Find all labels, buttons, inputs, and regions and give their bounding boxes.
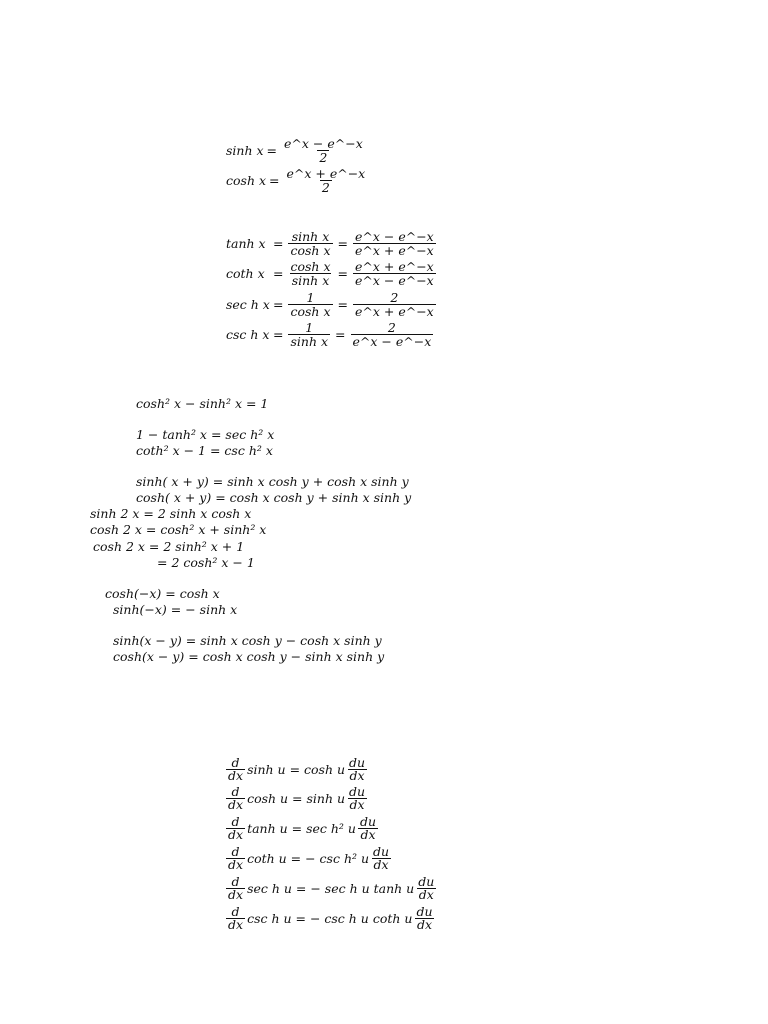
equals-sign: = [337, 296, 348, 312]
ratio-fraction-1 [288, 230, 332, 257]
ratio-fraction-1 [288, 321, 330, 348]
du-dx-fraction-denominator: dx [349, 797, 365, 812]
identity-line: cosh² x − sinh² x = 1 [136, 396, 269, 411]
ratio-fraction-2-denominator: e^x − e^−x [352, 334, 432, 349]
d-dx-operator-denominator: dx [228, 827, 244, 842]
derivative-body: coth u = − csc h² u [247, 850, 370, 866]
sinh-fraction [282, 137, 365, 164]
equals-sign: = [273, 326, 284, 342]
d-dx-operator-numerator: d [231, 814, 240, 829]
equals-sign: = [335, 326, 346, 342]
identity-line: cosh(−x) = cosh x [105, 586, 220, 601]
derivative-body: cosh u = sinh u [247, 790, 346, 806]
du-dx-fraction-numerator: du [349, 784, 366, 799]
du-dx-fraction-denominator: dx [418, 887, 434, 902]
d-dx-operator-numerator: d [231, 755, 240, 770]
ratio-lhs: sec h x [226, 296, 270, 312]
ratio-fraction-2-denominator: e^x − e^−x [354, 273, 434, 288]
d-dx-operator-denominator: dx [228, 797, 244, 812]
du-dx-fraction-numerator: du [416, 904, 433, 919]
derivative-body: sinh u = cosh u [247, 761, 346, 777]
ratio-lhs: coth x [226, 265, 265, 281]
du-dx-fraction [414, 906, 434, 931]
sinh-numerator: e^x − e^−x [284, 136, 363, 151]
ratio-fraction-2-numerator: e^x − e^−x [354, 229, 434, 244]
ratio-row [226, 230, 438, 257]
identity-line: sinh(−x) = − sinh x [113, 602, 238, 617]
ratio-fraction-1-numerator: sinh x [291, 229, 330, 244]
identity-line: sinh(x − y) = sinh x cosh y − cosh x sinh y [113, 633, 382, 648]
cosh-denominator: 2 [321, 180, 330, 195]
derivative-row [224, 846, 393, 871]
ratio-fraction-2-denominator: e^x + e^−x [354, 304, 434, 319]
d-dx-operator-numerator: d [231, 784, 240, 799]
ratio-row [226, 291, 438, 318]
identity-line: coth² x − 1 = csc h² x [136, 443, 273, 458]
equals-sign: = [337, 265, 348, 281]
ratio-lhs: tanh x [226, 235, 266, 251]
identity-line: sinh( x + y) = sinh x cosh y + cosh x sinh y [136, 474, 409, 489]
d-dx-operator-denominator: dx [228, 887, 244, 902]
du-dx-fraction-numerator: du [373, 844, 390, 859]
du-dx-fraction-denominator: dx [416, 917, 433, 932]
d-dx-operator [226, 786, 245, 811]
ratio-row [226, 321, 435, 348]
ratio-fraction-1-denominator: sinh x [291, 273, 330, 288]
du-dx-fraction-denominator: dx [373, 857, 389, 872]
du-dx-fraction-denominator: dx [349, 768, 365, 783]
identity-line: cosh( x + y) = cosh x cosh y + sinh x sinh y [136, 490, 412, 505]
sinh-denominator: 2 [319, 150, 328, 165]
ratio-fraction-2 [353, 260, 436, 287]
identity-line: sinh 2 x = 2 sinh x cosh x [90, 506, 252, 521]
d-dx-operator-denominator: dx [228, 768, 244, 783]
du-dx-fraction [358, 816, 378, 841]
derivative-body: csc h u = − csc h u coth u [247, 910, 413, 926]
ratio-fraction-2-numerator: e^x + e^−x [354, 259, 434, 274]
ratio-fraction-2-numerator: 2 [387, 320, 396, 335]
d-dx-operator [226, 846, 245, 871]
equals-sign: = [273, 296, 284, 312]
ratio-lhs: csc h x [226, 326, 270, 342]
identity-line: 1 − tanh² x = sec h² x [136, 427, 275, 442]
sinh-definition: sinh x = $\frac{e\^{}x - e\^{}-x}{2}$ [226, 136, 363, 165]
du-dx-fraction-denominator: dx [360, 827, 376, 842]
derivative-row [224, 816, 380, 841]
d-dx-operator-numerator: d [231, 844, 240, 859]
ratio-fraction-1-denominator: cosh x [290, 243, 331, 258]
ratio-fraction-1-denominator: cosh x [290, 304, 331, 319]
ratio-fraction-2 [351, 321, 434, 348]
equals-sign: = [273, 265, 284, 281]
cosh-fraction [285, 167, 368, 194]
du-dx-fraction-numerator: du [359, 814, 377, 829]
ratio-fraction-1-numerator: cosh x [290, 259, 331, 274]
sinh-lhs: sinh x [226, 142, 264, 158]
ratio-fraction-2 [353, 291, 436, 318]
du-dx-fraction [347, 786, 367, 811]
identity-line: = 2 cosh² x − 1 [157, 555, 255, 570]
d-dx-operator [226, 757, 245, 782]
d-dx-operator-denominator: dx [228, 917, 244, 932]
derivative-row [224, 786, 369, 811]
equals-sign: = [273, 235, 284, 251]
du-dx-fraction [416, 876, 436, 901]
derivative-body: tanh u = sec h² u [247, 820, 356, 836]
d-dx-operator [226, 816, 245, 841]
identity-line: cosh(x − y) = cosh x cosh y − sinh x sinh y [113, 649, 385, 664]
cosh-lhs: cosh x [226, 172, 267, 188]
identity-line: cosh 2 x = 2 sinh² x + 1 [93, 539, 245, 554]
derivative-body: sec h u = − sec h u tanh u [247, 880, 415, 896]
d-dx-operator-numerator: d [231, 904, 240, 919]
cosh-numerator: e^x + e^−x [286, 166, 366, 181]
ratio-fraction-1-denominator: sinh x [290, 334, 329, 349]
du-dx-fraction-numerator: du [349, 755, 366, 770]
ratio-fraction-2-numerator: 2 [390, 290, 399, 305]
ratio-fraction-2-denominator: e^x + e^−x [354, 243, 434, 258]
d-dx-operator-denominator: dx [228, 857, 244, 872]
identity-line: cosh 2 x = cosh² x + sinh² x [90, 522, 267, 537]
du-dx-fraction-numerator: du [418, 874, 435, 889]
derivative-row [224, 876, 438, 901]
derivative-row [224, 906, 437, 931]
du-dx-fraction [347, 757, 367, 782]
d-dx-operator-numerator: d [231, 874, 240, 889]
ratio-fraction-1-numerator: 1 [305, 320, 314, 335]
d-dx-operator [226, 876, 245, 901]
ratio-fraction-1 [288, 260, 332, 287]
derivative-row [224, 757, 369, 782]
equals-sign: = [337, 235, 348, 251]
ratio-fraction-1-numerator: 1 [306, 290, 315, 305]
du-dx-fraction [371, 846, 391, 871]
ratio-row [226, 260, 438, 287]
cosh-definition: cosh x = $\frac{e\^{}x + e\^{}-x}{2}$ [226, 166, 366, 195]
ratio-fraction-2 [353, 230, 436, 257]
d-dx-operator [226, 906, 245, 931]
ratio-fraction-1 [288, 291, 332, 318]
